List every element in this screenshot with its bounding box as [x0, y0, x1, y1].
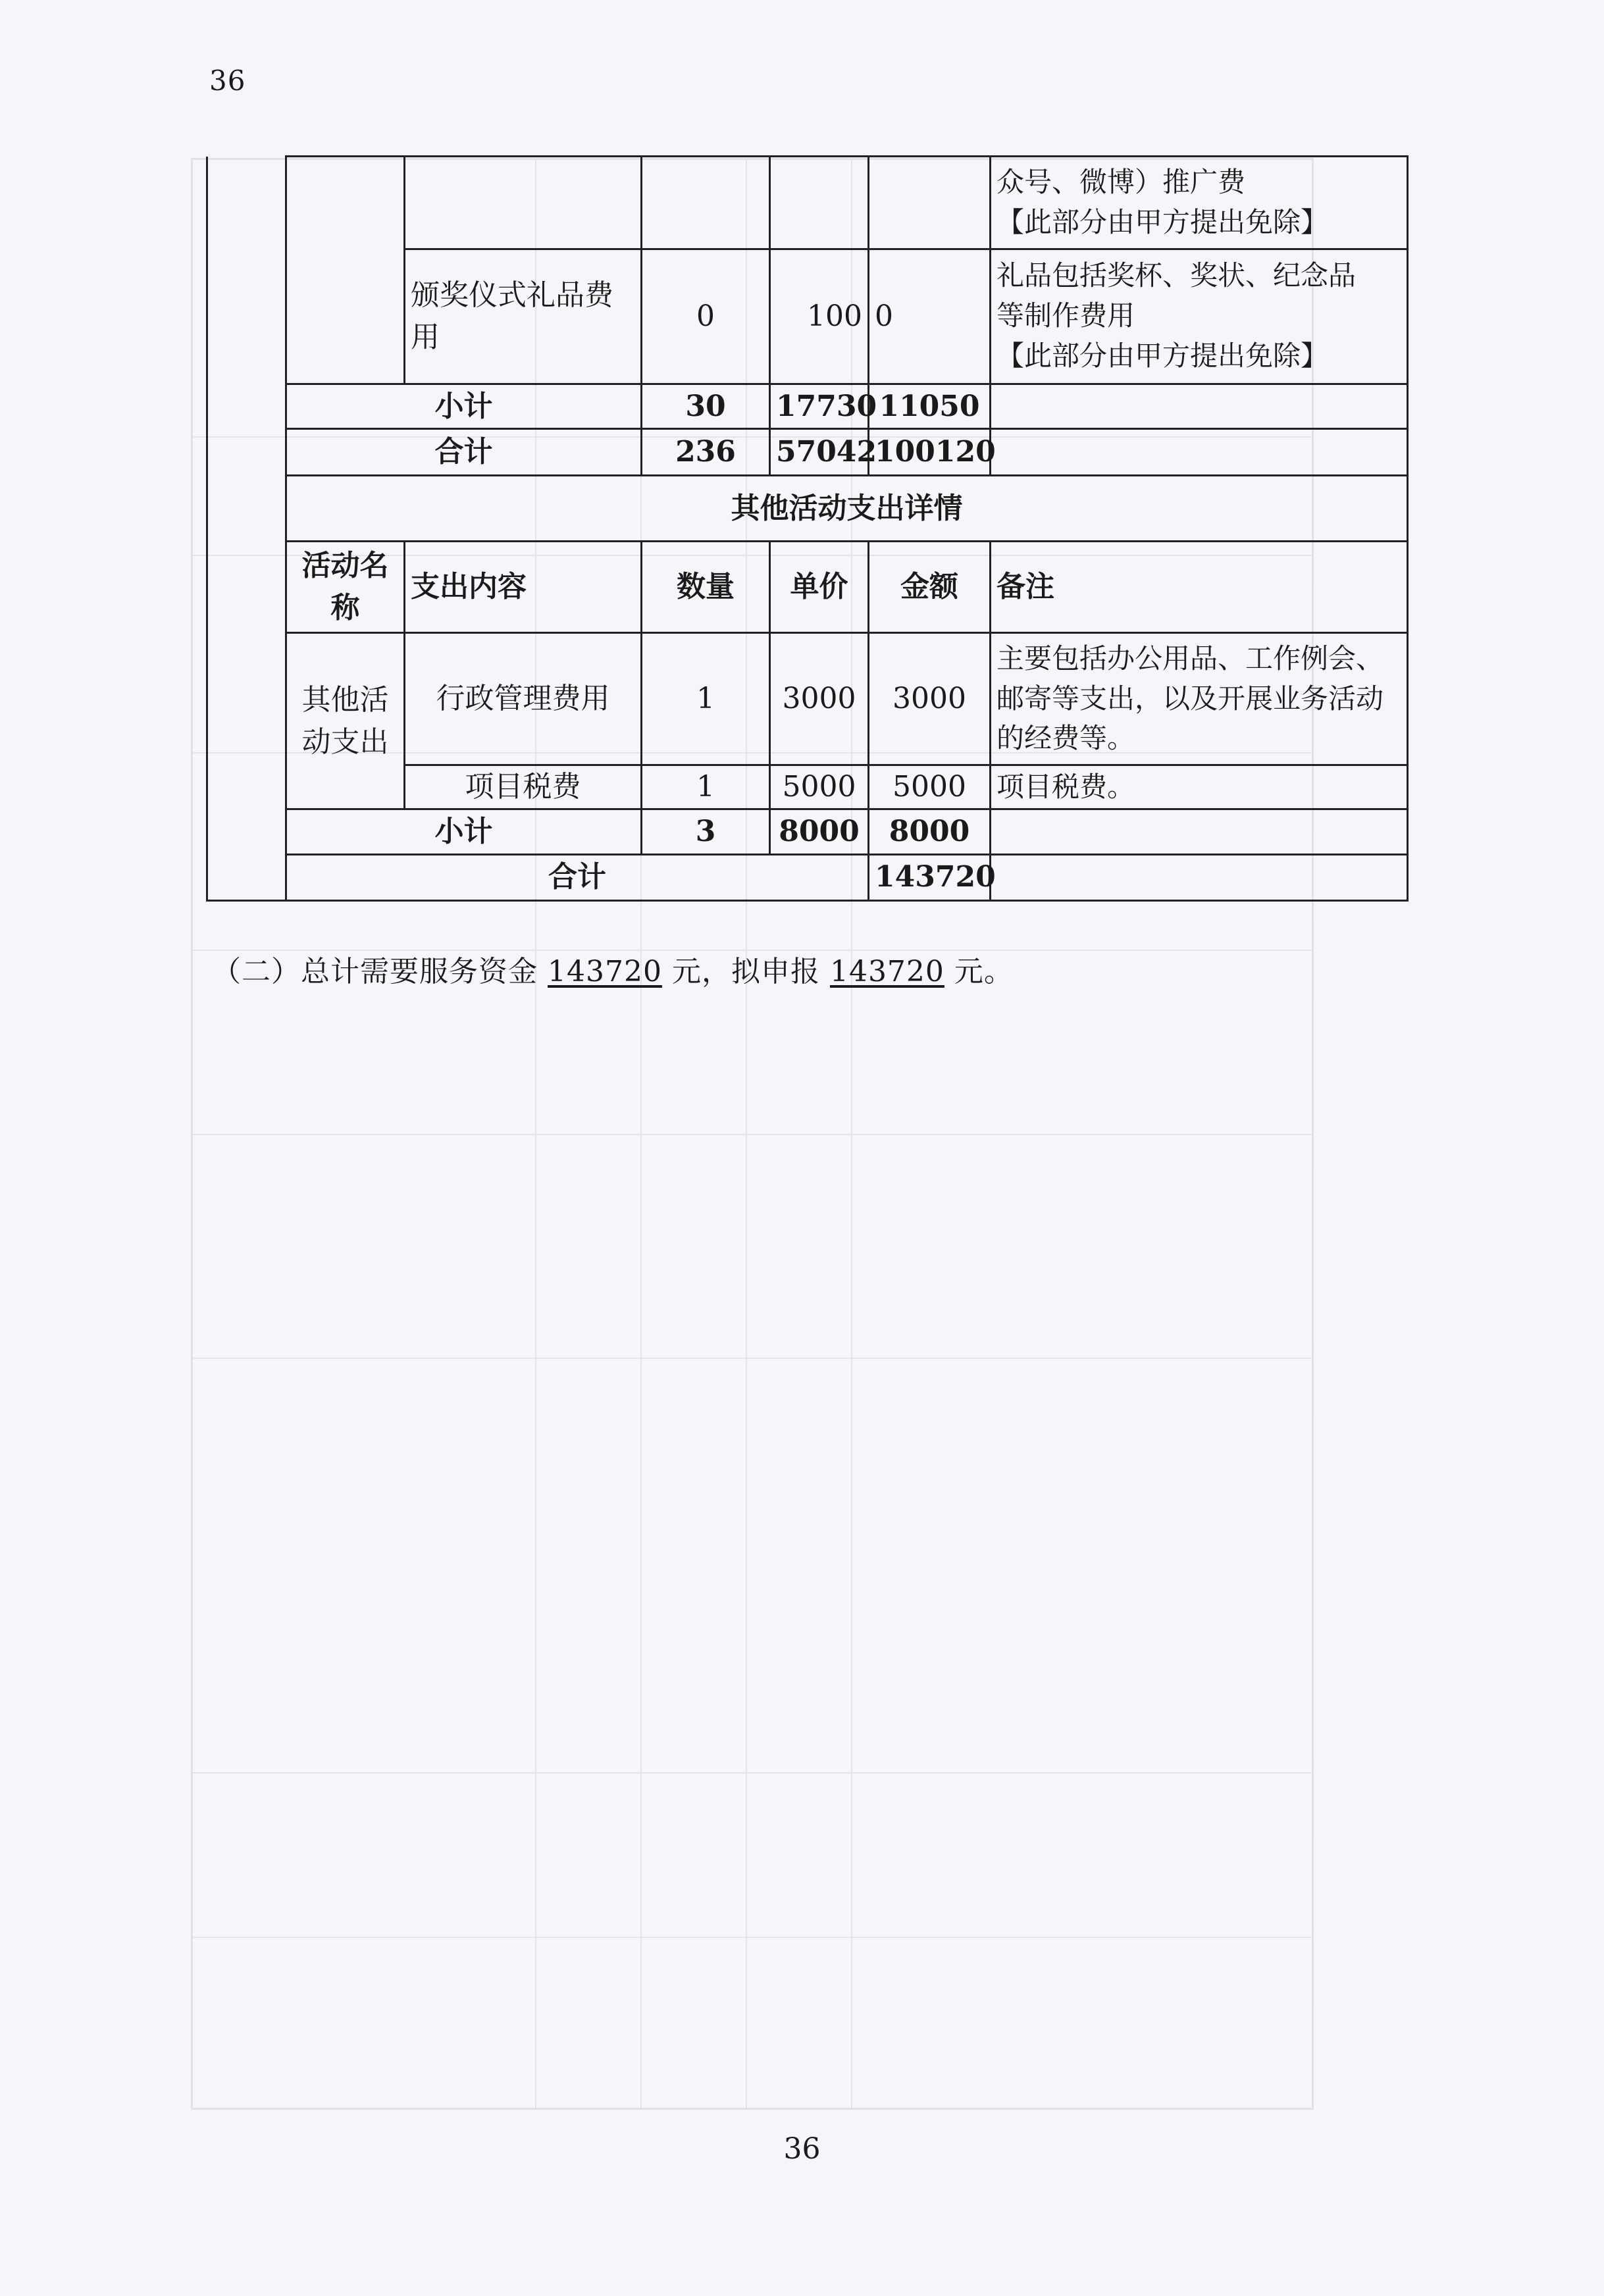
note-line: 【此部分由甲方提出免除】: [996, 340, 1329, 372]
subtotal-row: [207, 809, 1408, 854]
section-title-row: [207, 475, 1408, 542]
grand-total-label: 合计: [286, 854, 869, 900]
amount-cell: [869, 157, 991, 249]
header-price: 单价: [770, 542, 869, 633]
subtotal-qty: 30: [642, 384, 770, 428]
price-cell: 3000: [770, 632, 869, 765]
price-cell: [770, 157, 869, 249]
subtotal-qty: 3: [642, 809, 770, 854]
note-line: 众号、微博）推广费: [996, 165, 1246, 198]
note-line: 等制作费用: [996, 299, 1135, 332]
note-line: 礼品包括奖杯、奖状、纪念品: [996, 259, 1357, 292]
note-cell: 主要包括办公用品、工作例会、邮寄等支出，以及开展业务活动的经费等。: [991, 632, 1408, 765]
grand-total-amount: 143720: [869, 854, 991, 900]
left-margin-cell: [207, 157, 286, 901]
grand-total-note: [991, 854, 1408, 900]
header-qty: 数量: [642, 542, 770, 633]
content-cell: 行政管理费用: [405, 632, 642, 765]
subtotal-amount: 11050: [869, 384, 991, 428]
content-cell: 项目税费: [405, 765, 642, 809]
total-row: [207, 429, 1408, 475]
qty-cell: [642, 157, 770, 249]
subtotal-label: 小计: [286, 384, 642, 428]
subtotal-price: 8000: [770, 809, 869, 854]
qty-cell: 0: [642, 249, 770, 384]
grand-total-row: [207, 854, 1408, 900]
table-row: [207, 157, 1408, 249]
budget-table: [206, 155, 1409, 902]
price-cell: 100: [770, 249, 869, 384]
subtotal-row: [207, 384, 1408, 428]
table-row: [207, 632, 1408, 765]
amount-cell: 3000: [869, 632, 991, 765]
page-number-top: 36: [209, 64, 246, 97]
subtotal-price: 17730: [770, 384, 869, 428]
other-section-title: 其他活动支出详情: [286, 475, 1408, 542]
qty-cell: 1: [642, 632, 770, 765]
summary-apply-amount: 143720: [829, 955, 944, 988]
subtotal-label: 小计: [286, 809, 642, 854]
price-cell: 5000: [770, 765, 869, 809]
note-cell: [991, 249, 1408, 384]
note-cell: [991, 157, 1408, 249]
total-label: 合计: [286, 429, 642, 475]
page-number-bottom: 36: [783, 2132, 821, 2166]
header-row: [207, 542, 1408, 633]
amount-cell: 0: [869, 249, 991, 384]
item-cell: [405, 157, 642, 249]
subtotal-note: [991, 809, 1408, 854]
summary-middle: 元，拟申报: [661, 955, 830, 988]
summary-prefix: （二）总计需要服务资金: [212, 955, 548, 988]
total-qty: 236: [642, 429, 770, 475]
summary-fund-amount: 143720: [548, 955, 662, 988]
item-cell: 颁奖仪式礼品费用: [405, 249, 642, 384]
note-line: 【此部分由甲方提出免除】: [996, 205, 1329, 238]
amount-cell: 5000: [869, 765, 991, 809]
subtotal-note: [991, 384, 1408, 428]
activity-name-cell: 其他活动支出: [286, 632, 405, 809]
total-amount: 100120: [869, 429, 991, 475]
header-note: 备注: [991, 542, 1408, 633]
header-activity: 活动名称: [286, 542, 405, 633]
note-cell: 项目税费。: [991, 765, 1408, 809]
total-price: 57042: [770, 429, 869, 475]
qty-cell: 1: [642, 765, 770, 809]
header-amount: 金额: [869, 542, 991, 633]
header-content: 支出内容: [405, 542, 642, 633]
subtotal-amount: 8000: [869, 809, 991, 854]
summary-paragraph: [212, 948, 1014, 990]
summary-suffix: 元。: [944, 955, 1014, 988]
category-cell: [286, 157, 405, 384]
total-note: [991, 429, 1408, 475]
